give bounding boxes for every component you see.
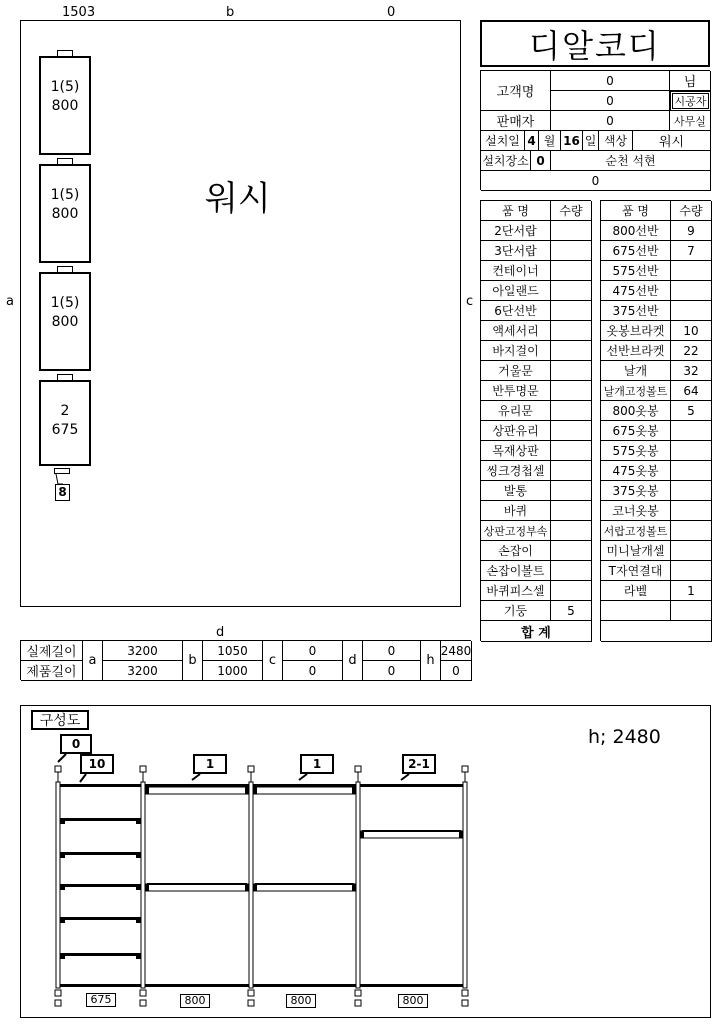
month-label: 월 [539, 131, 561, 151]
shelf [60, 953, 141, 956]
module-line2: 800 [51, 206, 79, 222]
post [356, 782, 360, 988]
diagram-title-text: 구성도 [39, 713, 81, 729]
part-row-name: 기둥 [481, 601, 551, 621]
part-row-name: 반투명문 [481, 381, 551, 401]
corner-callout: 0 [60, 734, 92, 754]
shelf-bracket [136, 920, 141, 923]
part-row-name: 거울문 [481, 361, 551, 381]
dim-c-actual[interactable]: 0 [283, 641, 343, 661]
part-row-name: 목재상판 [481, 441, 551, 461]
parts-header-qty[interactable]: 수량 [671, 201, 712, 221]
rod-bracket [459, 831, 463, 838]
part-row-qty[interactable]: 32 [671, 361, 712, 381]
post-foot-2 [55, 1000, 61, 1006]
dim-b-actual[interactable]: 1050 [203, 641, 263, 661]
callout-pointer [80, 774, 86, 782]
part-row-qty[interactable]: 5 [671, 401, 712, 421]
section-width-label: 800 [286, 994, 316, 1008]
plan-color-text: 워시 [205, 179, 271, 219]
shelf [255, 883, 354, 885]
office-button[interactable]: 사무실 [670, 111, 711, 131]
brand-name: 디알코디 [529, 26, 661, 65]
dim-a-product[interactable]: 3200 [103, 661, 183, 681]
rod-bracket [360, 831, 364, 838]
module-line2: 800 [51, 314, 79, 330]
part-row-name: 발통 [481, 481, 551, 501]
bottom-shelf [60, 984, 141, 987]
section-callout: 2-1 [402, 754, 436, 774]
callout-pointer [299, 774, 307, 780]
part-row-name: 아일랜드 [481, 281, 551, 301]
post-foot-2 [140, 1000, 146, 1006]
part-row-name: 날개고정볼트 [601, 381, 671, 401]
post-foot-2 [248, 1000, 254, 1006]
parts-header-name: 품 명 [481, 201, 551, 221]
dim-h-product[interactable]: 0 [441, 661, 472, 681]
part-row-name: 코너옷봉 [601, 501, 671, 521]
part-row-qty[interactable]: 22 [671, 341, 712, 361]
part-row-qty[interactable]: 10 [671, 321, 712, 341]
install-place-label: 설치장소 [481, 151, 531, 171]
post-cap-top [55, 766, 61, 772]
customer-value[interactable]: 0 [551, 71, 670, 91]
parts-header-name: 품 명 [601, 201, 671, 221]
part-row-name: 675선반 [601, 241, 671, 261]
color-value[interactable]: 워시 [633, 131, 711, 151]
day-label: 일 [583, 131, 599, 151]
post [249, 782, 253, 988]
hanging-rod [145, 787, 249, 794]
part-row-name: 씽크경첩셀 [481, 461, 551, 481]
actual-length-label: 실제길이 [21, 641, 83, 661]
installer-button[interactable]: 시공자 [670, 91, 711, 111]
rod-bracket [253, 787, 257, 794]
part-row-name: 바지걸이 [481, 341, 551, 361]
honorific-label: 님 [670, 71, 711, 91]
product-length-label: 제품길이 [21, 661, 83, 681]
part-row-name: 미니날개셀 [601, 541, 671, 561]
plan-bottom-label: d [216, 625, 225, 640]
install-date-label: 설치일 [481, 131, 525, 151]
part-row-name: 컨테이너 [481, 261, 551, 281]
post-foot-2 [462, 1000, 468, 1006]
post-foot-2 [355, 1000, 361, 1006]
part-row-name: 800옷봉 [601, 401, 671, 421]
install-month-value[interactable]: 4 [525, 131, 539, 151]
part-row-qty[interactable]: 7 [671, 241, 712, 261]
part-row-name: 2단서랍 [481, 221, 551, 241]
shelf-bracket [136, 887, 141, 890]
post-foot [55, 990, 61, 996]
section-width-label: 675 [86, 993, 116, 1007]
callout-pointer [192, 774, 200, 780]
part-row-name: 800선반 [601, 221, 671, 241]
bottom-shelf [360, 984, 463, 987]
seller-value[interactable]: 0 [551, 111, 670, 131]
plan-top-mid-label: b [226, 5, 235, 20]
dim-h-actual[interactable]: 2480 [441, 641, 472, 661]
bottom-shelf [145, 984, 249, 987]
shelf [362, 830, 461, 832]
dim-d-actual[interactable]: 0 [363, 641, 421, 661]
post-foot [462, 990, 468, 996]
part-row-name: 날개 [601, 361, 671, 381]
part-row-name: 바퀴피스셀 [481, 581, 551, 601]
memo-value[interactable]: 0 [481, 171, 711, 191]
section-width-label: 800 [398, 994, 428, 1008]
shelf-bracket [60, 855, 65, 858]
shelf-bracket [60, 887, 65, 890]
part-row-qty[interactable]: 1 [671, 581, 712, 601]
part-row-name: 475선반 [601, 281, 671, 301]
bottom-shelf [253, 984, 356, 987]
post-cap-top [462, 766, 468, 772]
post-cap-top [355, 766, 361, 772]
plan-top-right-dim: 0 [387, 5, 396, 20]
module-line1: 1(5) [50, 295, 80, 311]
section-callout: 1 [300, 754, 334, 774]
shelf [60, 818, 141, 821]
module-line2: 800 [51, 98, 79, 114]
parts-total-label: 합 계 [481, 621, 592, 642]
parts-header-qty[interactable]: 수량 [551, 201, 592, 221]
install-day-value[interactable]: 16 [561, 131, 583, 151]
module-line1: 1(5) [50, 79, 80, 95]
part-row-qty[interactable]: 64 [671, 381, 712, 401]
post [141, 782, 145, 988]
shelf-bracket [136, 821, 141, 824]
part-row-name: 675옷봉 [601, 421, 671, 441]
post-foot [355, 990, 361, 996]
section-width-label: 800 [180, 994, 210, 1008]
top-shelf [360, 784, 463, 787]
part-row-name: 375선반 [601, 301, 671, 321]
hanging-rod [253, 787, 356, 794]
part-row-name: 액세서리 [481, 321, 551, 341]
module-line2: 675 [51, 422, 79, 438]
part-row-name: 375옷봉 [601, 481, 671, 501]
dim-h-label: h [421, 641, 441, 681]
dim-a-label: a [83, 641, 103, 681]
rod-bracket [145, 884, 149, 891]
seller-label: 판매자 [481, 111, 551, 131]
rod-bracket [145, 787, 149, 794]
dim-d-label: d [343, 641, 363, 681]
part-row-name: 손잡이 [481, 541, 551, 561]
module-line1: 1(5) [50, 187, 80, 203]
shelf [147, 883, 247, 885]
shelf-bracket [136, 956, 141, 959]
part-row-name: 유리문 [481, 401, 551, 421]
dim-d-product[interactable]: 0 [363, 661, 421, 681]
part-row-name: 475옷봉 [601, 461, 671, 481]
section-callout: 1 [193, 754, 227, 774]
hanging-rod [145, 884, 249, 891]
post-cap-top [248, 766, 254, 772]
customer-label: 고객명 [481, 71, 551, 111]
plan-tag: 8 [55, 484, 70, 501]
part-row-name: 상판유리 [481, 421, 551, 441]
section-callout: 10 [80, 754, 114, 774]
dim-c-label: c [263, 641, 283, 681]
plan-right-label: c [466, 294, 474, 309]
dim-b-label: b [183, 641, 203, 681]
height-readout: h; 2480 [588, 726, 661, 748]
module-line1: 2 [60, 403, 70, 419]
customer-value-2[interactable]: 0 [551, 91, 670, 111]
part-row-name: 옷봉브라켓 [601, 321, 671, 341]
install-place-code[interactable]: 0 [531, 151, 551, 171]
post [56, 782, 60, 988]
post-cap-top [140, 766, 146, 772]
top-shelf [60, 784, 141, 787]
post-foot [140, 990, 146, 996]
post-foot [248, 990, 254, 996]
part-row-name: 3단서랍 [481, 241, 551, 261]
rod-bracket [253, 884, 257, 891]
part-row-name: 상판고정부속 [481, 521, 551, 541]
dim-c-product[interactable]: 0 [283, 661, 343, 681]
dim-a-actual[interactable]: 3200 [103, 641, 183, 661]
part-row-name: 바퀴 [481, 501, 551, 521]
part-row-name: 라벨 [601, 581, 671, 601]
callout-pointer [58, 754, 66, 762]
part-row-name: 선반브라켓 [601, 341, 671, 361]
rod-bracket [245, 787, 249, 794]
rod-bracket [245, 884, 249, 891]
rod-bracket [352, 787, 356, 794]
post [463, 782, 467, 988]
shelf-bracket [60, 821, 65, 824]
color-label: 색상 [599, 131, 633, 151]
hanging-rod [253, 884, 356, 891]
install-place-value[interactable]: 순천 석현 [551, 151, 711, 171]
part-row-name: 손잡이볼트 [481, 561, 551, 581]
shelf [60, 852, 141, 855]
plan-left-label: a [6, 294, 14, 309]
part-row-qty[interactable]: 5 [551, 601, 592, 621]
plan-top-left-dim: 1503 [62, 5, 96, 20]
callout-pointer [401, 774, 409, 780]
shelf-bracket [60, 956, 65, 959]
part-row-qty[interactable]: 9 [671, 221, 712, 241]
part-row-name: 서랍고정볼트 [601, 521, 671, 541]
shelf-bracket [60, 920, 65, 923]
shelf-bracket [136, 855, 141, 858]
rod-bracket [352, 884, 356, 891]
part-row-name: T자연결대 [601, 561, 671, 581]
part-row-name: 575옷봉 [601, 441, 671, 461]
part-row-name: 6단선반 [481, 301, 551, 321]
dim-b-product[interactable]: 1000 [203, 661, 263, 681]
part-row-name: 575선반 [601, 261, 671, 281]
hanging-rod [360, 831, 463, 838]
shelf [60, 917, 141, 920]
shelf [60, 884, 141, 887]
